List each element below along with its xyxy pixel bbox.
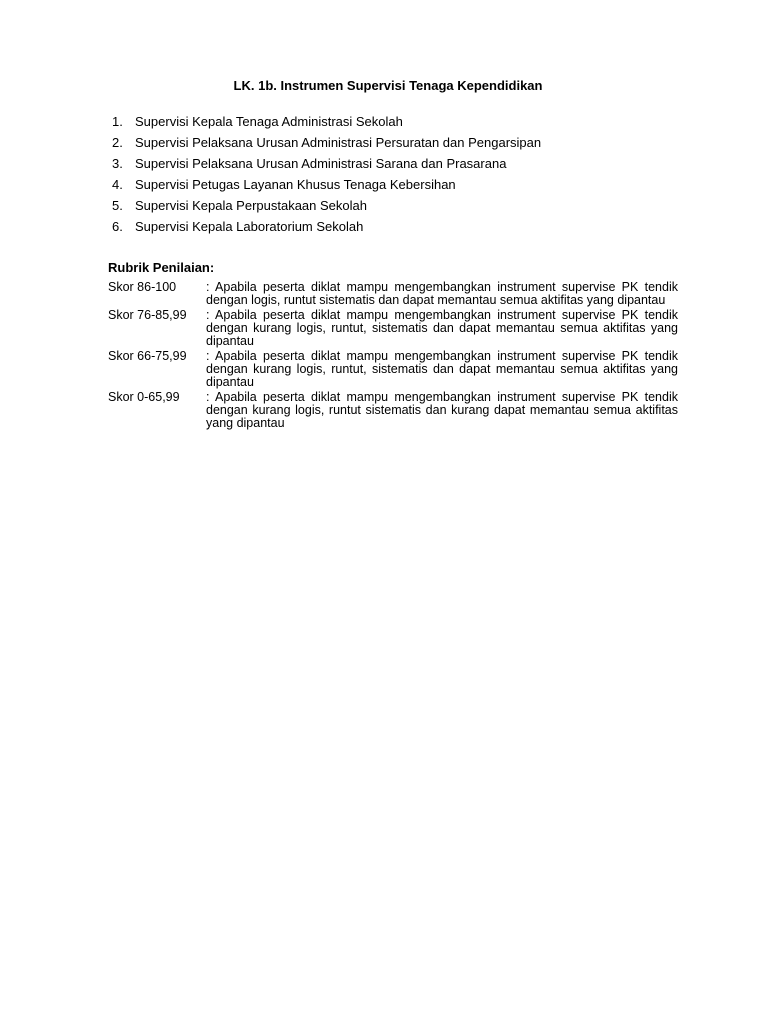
rubric-description: : Apabila peserta diklat mampu mengembangkan instrument supervise PK tendik dengan logis, runtut sistematis dan dapat memantau semua aktifitas yang dipantau: [206, 280, 678, 307]
rubric-table: [108, 281, 678, 432]
supervision-list: [112, 113, 692, 239]
rubric-score: Skor 66-75,99: [108, 349, 187, 363]
list-item-text: Supervisi Pelaksana Urusan Administrasi Persuratan dan Pengarsipan: [135, 135, 542, 150]
list-item-text: Supervisi Kepala Laboratorium Sekolah: [135, 219, 364, 234]
rubric-score: Skor 0-65,99: [108, 390, 180, 404]
rubric-row: [108, 309, 678, 348]
list-item-text: Supervisi Petugas Layanan Khusus Tenaga Kebersihan: [135, 177, 456, 192]
list-item-text: Supervisi Pelaksana Urusan Administrasi Sarana dan Prasarana: [135, 156, 507, 171]
rubric-row: [108, 391, 678, 430]
rubric-score: Skor 86-100: [108, 280, 177, 294]
list-item-number: 4.: [112, 177, 123, 192]
list-item-number: 3.: [112, 156, 123, 171]
list-item: [112, 197, 692, 218]
list-item-text: Supervisi Kepala Perpustakaan Sekolah: [135, 198, 367, 213]
list-item-number: 1.: [112, 114, 123, 129]
list-item: [112, 218, 692, 239]
list-item-number: 5.: [112, 198, 123, 213]
list-item: [112, 113, 692, 134]
list-item-text: Supervisi Kepala Tenaga Administrasi Sekolah: [135, 114, 403, 129]
rubric-heading: Rubrik Penilaian:: [108, 260, 215, 275]
list-item: [112, 134, 692, 155]
list-item-number: 2.: [112, 135, 123, 150]
rubric-description: : Apabila peserta diklat mampu mengembangkan instrument supervise PK tendik dengan kurang logis, runtut sistematis dan kurang dapat memantau semua aktifitas yang dipantau: [206, 390, 678, 430]
list-item: [112, 176, 692, 197]
rubric-row: [108, 281, 678, 307]
rubric-description: : Apabila peserta diklat mampu mengembangkan instrument supervise PK tendik dengan kurang logis, runtut, sistematis dan dapat memantau semua aktifitas yang dipantau: [206, 349, 678, 389]
list-item: [112, 155, 692, 176]
list-item-number: 6.: [112, 219, 123, 234]
rubric-row: [108, 350, 678, 389]
page-title: LK. 1b. Instrumen Supervisi Tenaga Kependidikan: [233, 78, 543, 93]
rubric-description: : Apabila peserta diklat mampu mengembangkan instrument supervise PK tendik dengan kurang logis, runtut, sistematis dan dapat memantau semua aktifitas yang dipantau: [206, 308, 678, 348]
rubric-score: Skor 76-85,99: [108, 308, 187, 322]
